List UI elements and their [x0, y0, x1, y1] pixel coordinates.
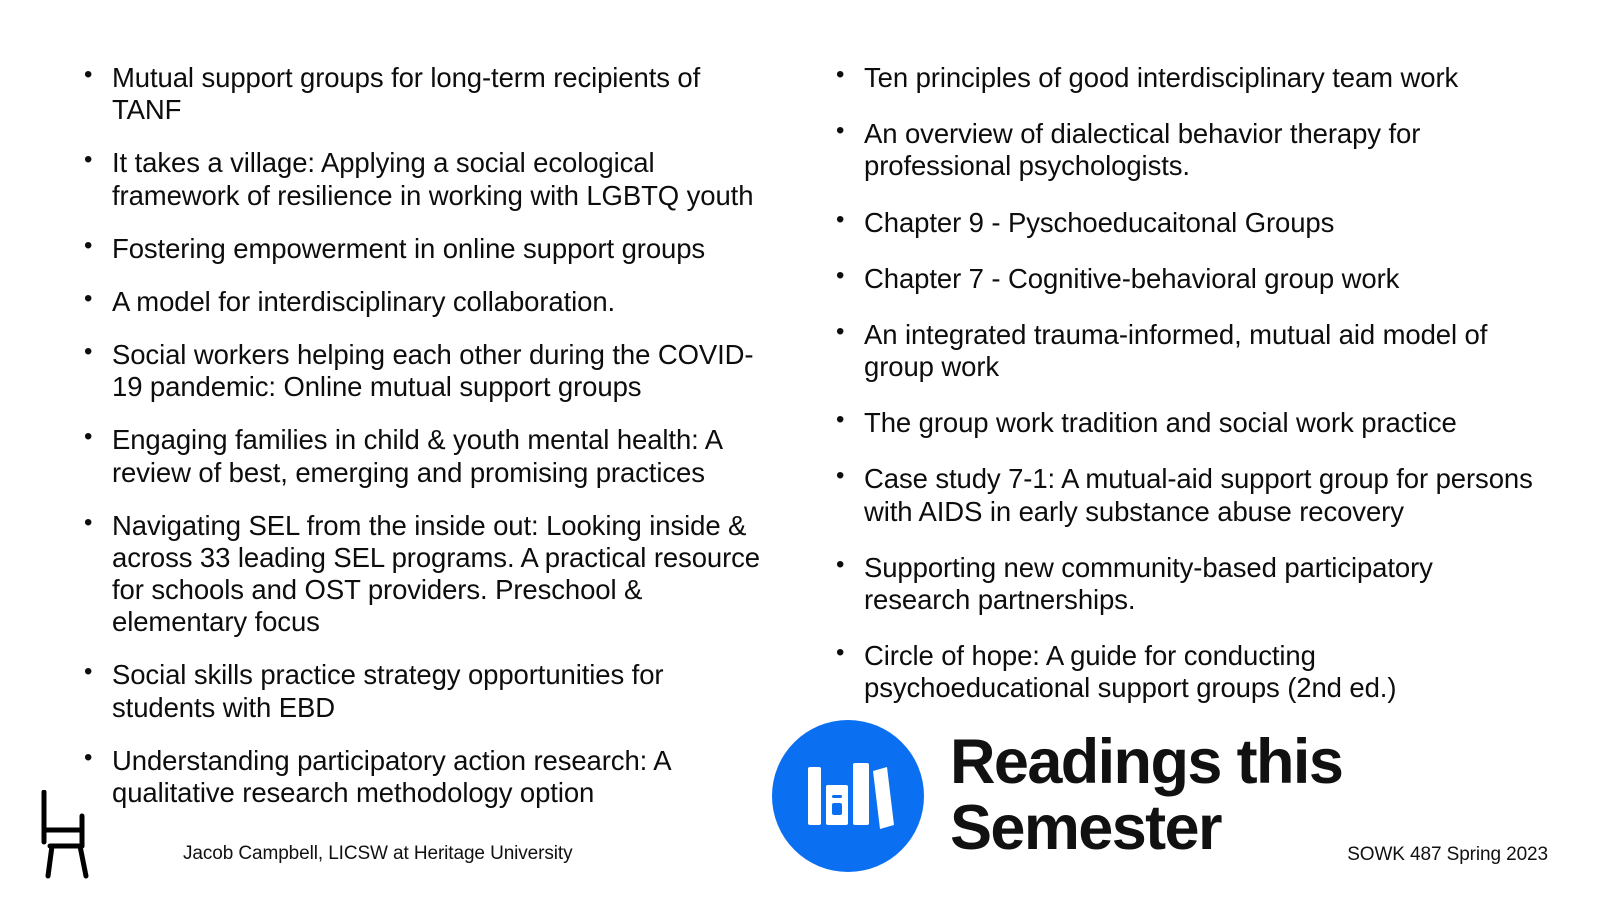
chair-sketch-icon [36, 790, 128, 882]
list-item: • Ten principles of good interdisciplinary team work [830, 62, 1540, 94]
right-column [790, 62, 1600, 830]
list-item: • Mutual support groups for long-term recipients of TANF [78, 62, 760, 126]
list-item: • The group work tradition and social work practice [830, 407, 1540, 439]
list-item: • It takes a village: Applying a social ecological framework of resilience in working with LGBTQ youth [78, 147, 760, 211]
list-item: • Navigating SEL from the inside out: Looking inside & across 33 leading SEL programs. A practical resource for schools and OST providers. Preschool & elementary focus [78, 510, 760, 639]
list-item: • Social skills practice strategy opportunities for students with EBD [78, 659, 760, 723]
list-item: • Chapter 9 - Pyschoeducaitonal Groups [830, 207, 1540, 239]
footer-author: Jacob Campbell, LICSW at Heritage University [183, 843, 573, 864]
list-item: • A model for interdisciplinary collaboration. [78, 286, 760, 318]
books-icon [772, 720, 924, 872]
page-title-line-2: Semester [950, 793, 1221, 863]
slide-title-block [772, 720, 1342, 872]
list-item: • Social workers helping each other during the COVID-19 pandemic: Online mutual support groups [78, 339, 760, 403]
readings-columns [0, 62, 1600, 830]
list-item: • Understanding participatory action research: A qualitative research methodology option [78, 745, 760, 809]
list-item: • An overview of dialectical behavior therapy for professional psychologists. [830, 118, 1540, 182]
list-item: • Case study 7-1: A mutual-aid support group for persons with AIDS in early substance abuse recovery [830, 463, 1540, 527]
list-item: • Supporting new community-based participatory research partnerships. [830, 552, 1540, 616]
list-item: • An integrated trauma-informed, mutual aid model of group work [830, 319, 1540, 383]
list-item: • Chapter 7 - Cognitive-behavioral group work [830, 263, 1540, 295]
list-item: • Engaging families in child & youth mental health: A review of best, emerging and promising practices [78, 424, 760, 488]
list-item: • Fostering empowerment in online support groups [78, 233, 760, 265]
page-title-line-1: Readings this [950, 727, 1343, 798]
left-column [0, 62, 790, 830]
footer-course: SOWK 487 Spring 2023 [1347, 844, 1548, 865]
page-title [950, 727, 1343, 863]
right-readings-list [830, 62, 1540, 704]
list-item: • Circle of hope: A guide for conducting psychoeducational support groups (2nd ed.) [830, 640, 1540, 704]
left-readings-list [78, 62, 760, 809]
